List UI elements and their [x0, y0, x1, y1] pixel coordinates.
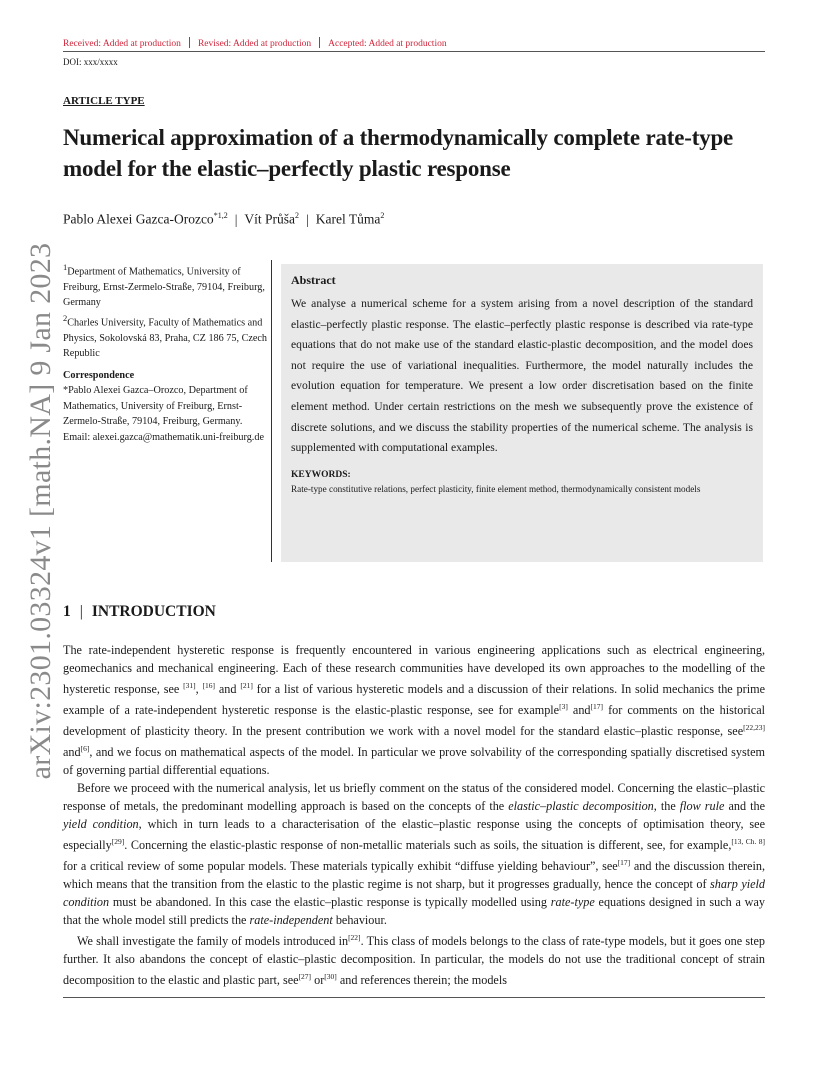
- citation[interactable]: [29]: [111, 837, 125, 847]
- emphasis: sharp yield condition: [63, 877, 766, 910]
- sidebar-divider: [271, 260, 272, 562]
- article-type: ARTICLE TYPE: [63, 95, 145, 107]
- emphasis: elastic–plastic decomposition: [508, 799, 654, 814]
- text-run: , the: [653, 799, 680, 814]
- divider: [189, 37, 190, 48]
- text-run: for a list of various hysteretic models and a discussion of their relations. In solid mechanics the prime example of a rate-independent hysteretic response is the elastic-plastic response, see for example: [63, 682, 765, 718]
- section-heading: [63, 603, 216, 621]
- author-separator: |: [234, 211, 238, 227]
- citation[interactable]: [3]: [559, 702, 568, 712]
- citation[interactable]: [22,23]: [743, 723, 765, 733]
- citation[interactable]: [13, Ch. 8]: [731, 837, 766, 847]
- citation[interactable]: [6]: [80, 744, 90, 754]
- citation[interactable]: [30]: [324, 972, 337, 982]
- section-title: INTRODUCTION: [91, 603, 216, 620]
- author-affiliation-mark: *1,2: [213, 211, 228, 220]
- text-run: We shall investigate the family of models introduced in: [77, 934, 349, 949]
- paragraph: [63, 641, 765, 779]
- author-affiliation-mark: 2: [295, 211, 300, 220]
- citation[interactable]: [27]: [298, 972, 312, 982]
- received-date: Received: Added at production: [63, 39, 181, 49]
- affiliation-mark: 1: [63, 262, 68, 272]
- keywords-heading: KEYWORDS:: [291, 469, 351, 480]
- author-name: Karel Tůma: [315, 211, 381, 227]
- citation[interactable]: [21]: [240, 681, 253, 690]
- text-run: Before we proceed with the numerical analysis, let us briefly comment on the status of the considered model. Concerning the elastic–plastic response of metals, the predominant modelling approach is based on the concepts of the: [63, 781, 765, 814]
- correspondence-text: *Pablo Alexei Gazca–Orozco, Department of Mathematics, University of Freiburg, Ernst-Zermelo-Straße, 79104, Freiburg, Germany. Email: alexei.gazca@mathematik.uni-freiburg.de: [63, 385, 264, 443]
- citation[interactable]: [16]: [202, 681, 216, 690]
- correspondence-heading: Correspondence: [63, 369, 135, 381]
- text-run: and: [63, 745, 81, 760]
- text-run: , and we focus on mathematical aspects of the model. In particular we prove solvability of the corresponding spatially discretised system of governing partial differential equations.: [63, 745, 765, 778]
- publication-dates: [63, 37, 447, 49]
- text-run: The rate-independent hysteretic response is frequently encountered in various engineering applications such as electrical engineering, geomechanics and mechanical engineering. Each of these research communities have developed its own approaches to the modelling of the hysteretic response, see: [63, 643, 765, 697]
- body-text: [63, 641, 765, 990]
- abstract-heading: Abstract: [291, 273, 336, 287]
- section-separator: |: [79, 603, 83, 620]
- sidebar: [63, 260, 270, 445]
- text-run: equations designed in such a way that the whole model still predicts the: [63, 895, 765, 928]
- text-run: . Concerning the elastic-plastic response of non-metallic materials such as soils, the situation is different, see, for example,: [124, 838, 732, 853]
- affiliation: [63, 311, 270, 362]
- emphasis: rate-independent: [249, 913, 333, 928]
- header-rule: [63, 51, 765, 52]
- text-run: , which in turn leads to a characterisation of the elastic–plastic response using the concepts of optimisation theory, see especially: [63, 817, 765, 853]
- divider: [319, 37, 320, 48]
- text-run: for a critical review of some popular models. These materials typically exhibit “diffuse yielding behaviour”, see: [63, 859, 618, 874]
- text-run: and references therein; the models: [336, 973, 507, 988]
- citation[interactable]: [17]: [617, 858, 631, 868]
- abstract-box: [281, 264, 763, 562]
- citation[interactable]: [31]: [183, 681, 196, 690]
- footer-rule: [63, 997, 765, 998]
- author-name: Vít Průša: [244, 211, 296, 227]
- text-run: for comments on the historical development of plasticity theory. In the present contribution we work with a novel model for the standard elastic–plastic response, see: [63, 703, 765, 739]
- text-run: or: [311, 973, 325, 988]
- paragraph: [63, 779, 765, 929]
- text-run: and: [215, 682, 241, 697]
- revised-date: Revised: Added at production: [197, 39, 312, 49]
- affiliation-text: Department of Mathematics, University of Freiburg, Ernst-Zermelo-Straße, 79104, Freiburg, Germany: [63, 266, 265, 309]
- affiliation: [63, 260, 270, 311]
- emphasis: flow rule: [679, 799, 725, 814]
- arxiv-stamp: arXiv:2301.03324v1 [math.NA] 9 Jan 2023: [24, 242, 57, 780]
- accepted-date: Accepted: Added at production: [328, 39, 447, 49]
- paper-title: Numerical approximation of a thermodynamically complete rate-type model for the elastic–perfectly plastic response: [63, 125, 734, 181]
- author-list: [63, 211, 384, 228]
- emphasis: yield condition: [63, 817, 139, 832]
- affiliation-mark: 2: [63, 312, 68, 323]
- author-affiliation-mark: 2: [380, 211, 385, 220]
- text-run: and the discussion therein, which means that the transition from the elastic to the plastic regime is not sharp, but it progresses gradually, hence the concept of: [63, 859, 765, 892]
- paragraph: [63, 929, 765, 989]
- doi: DOI: xxx/xxxx: [63, 57, 118, 67]
- text-run: must be abandoned. In this case the elastic–plastic response is typically modelled using: [109, 895, 551, 910]
- citation[interactable]: [22]: [348, 933, 361, 943]
- keywords-text: Rate-type constitutive relations, perfect plasticity, finite element method, thermodynamically consistent models: [291, 483, 701, 494]
- affiliation-text: Charles University, Faculty of Mathematics and Physics, Sokolovská 83, Praha, CZ 186 75, Czech Republic: [63, 317, 268, 360]
- citation[interactable]: [17]: [590, 702, 604, 712]
- abstract-text: We analyse a numerical scheme for a system arising from a novel description of the standard elastic–perfectly plastic response. The elastic–perfectly plastic response is described via rate-type equations that do not make use of the standard elastic-plastic decomposition, and the model does not require the use of variational inequalities. Furthermore, the model naturally includes the evolution equation for temperature. We present a low order discretisation based on the finite element method. Under certain restrictions on the mesh we subsequently prove the existence of discrete solutions, and we discuss the stability properties of the numerical scheme. The analysis is supplemented with computational examples.: [291, 297, 753, 455]
- section-number: 1: [63, 603, 71, 620]
- emphasis: rate-type: [550, 895, 595, 910]
- text-run: ,: [195, 682, 203, 697]
- text-run: and: [567, 703, 591, 718]
- author-name: Pablo Alexei Gazca-Orozco: [63, 211, 214, 227]
- text-run: and the: [724, 799, 765, 814]
- author-separator: |: [306, 211, 309, 227]
- text-run: behaviour.: [332, 913, 387, 928]
- text-run: . This class of models belongs to the class of rate-type models, but it goes one step further. It also abandons the concept of elastic–plastic decomposition. In particular, the models do not use the traditional concept of strain decomposition to the elastic and plastic part, see: [63, 934, 765, 988]
